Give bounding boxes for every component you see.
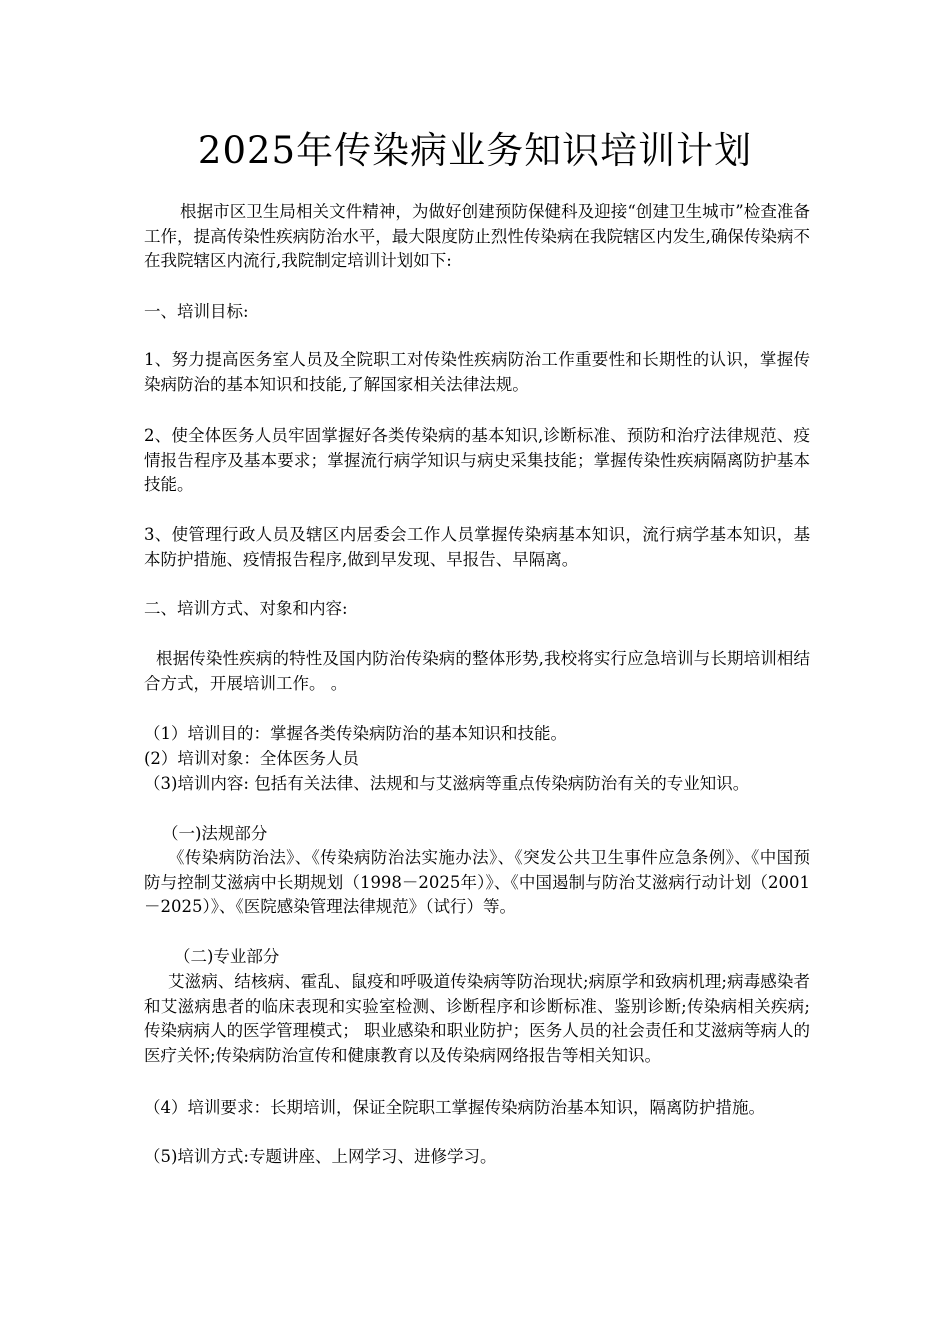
law-part-text: 《传染病防治法》、《传染病防治法实施办法》、《突发公共卫生事件应急条例》、《中国预防与控制艾滋病中长期规划（1998－2025年）》、《中国遏制与防治艾滋病行动计划（2001－2025）》、《医院感染管理法律规范》（试行）等。 bbox=[144, 848, 810, 916]
goal-item-3: 3、使管理行政人员及辖区内居委会工作人员掌握传染病基本知识，流行病学基本知识，基本防护措施、疫情报告程序,做到早发现、早报告、早隔离。 bbox=[144, 525, 810, 569]
section-2-heading: 二、培训方式、对象和内容: bbox=[144, 599, 348, 618]
goal-item-1: 1、努力提高医务室人员及全院职工对传染性疾病防治工作重要性和长期性的认识，掌握传染病防治的基本知识和技能,了解国家相关法律法规。 bbox=[144, 350, 810, 394]
goal-item-2: 2、使全体医务人员牢固掌握好各类传染病的基本知识,诊断标准、预防和治疗法律规范、疫情报告程序及基本要求；掌握流行病学知识与病史采集技能；掌握传染性疾病隔离防护基本技能。 bbox=[144, 426, 810, 494]
training-target: (2）培训对象：全体医务人员 bbox=[144, 749, 359, 768]
pro-part-text: 艾滋病、结核病、霍乱、鼠疫和呼吸道传染病等防治现状;病原学和致病机理;病毒感染者和艾滋病患者的临床表现和实验室检测、诊断程序和诊断标准、鉴别诊断;传染病相关疾病;传染病病人的医学管理模式； 职业感染和职业防护；医务人员的社会责任和艾滋病等病人的医疗关怀;传染病防治宣传和健康教育以及传染病网络报告等相关知识。 bbox=[144, 972, 810, 1065]
document-title: 2025年传染病业务知识培训计划 bbox=[197, 129, 753, 172]
training-method: （5)培训方式:专题讲座、上网学习、进修学习。 bbox=[144, 1147, 497, 1166]
intro-paragraph: 根据市区卫生局相关文件精神，为做好创建预防保健科及迎接“创建卫生城市”检查准备工作，提高传染性疾病防治水平，最大限度防止烈性传染病在我院辖区内发生,确保传染病不在我院辖区内流行,我院制定培训计划如下: bbox=[144, 202, 810, 270]
section-2-intro: 根据传染性疾病的特性及国内防治传染病的整体形势,我校将实行应急培训与长期培训相结合方式，开展培训工作。 。 bbox=[144, 649, 810, 693]
pro-part-heading: （二)专业部分 bbox=[174, 947, 280, 966]
training-requirement: （4）培训要求：长期培训，保证全院职工掌握传染病防治基本知识，隔离防护措施。 bbox=[144, 1098, 765, 1117]
training-goal: （1）培训目的：掌握各类传染病防治的基本知识和技能。 bbox=[144, 724, 567, 743]
training-content: （3)培训内容: 包括有关法律、法规和与艾滋病等重点传染病防治有关的专业知识。 bbox=[144, 774, 750, 793]
section-1-heading: 一、培训目标: bbox=[144, 302, 249, 321]
law-part-heading: （一)法规部分 bbox=[162, 824, 268, 843]
